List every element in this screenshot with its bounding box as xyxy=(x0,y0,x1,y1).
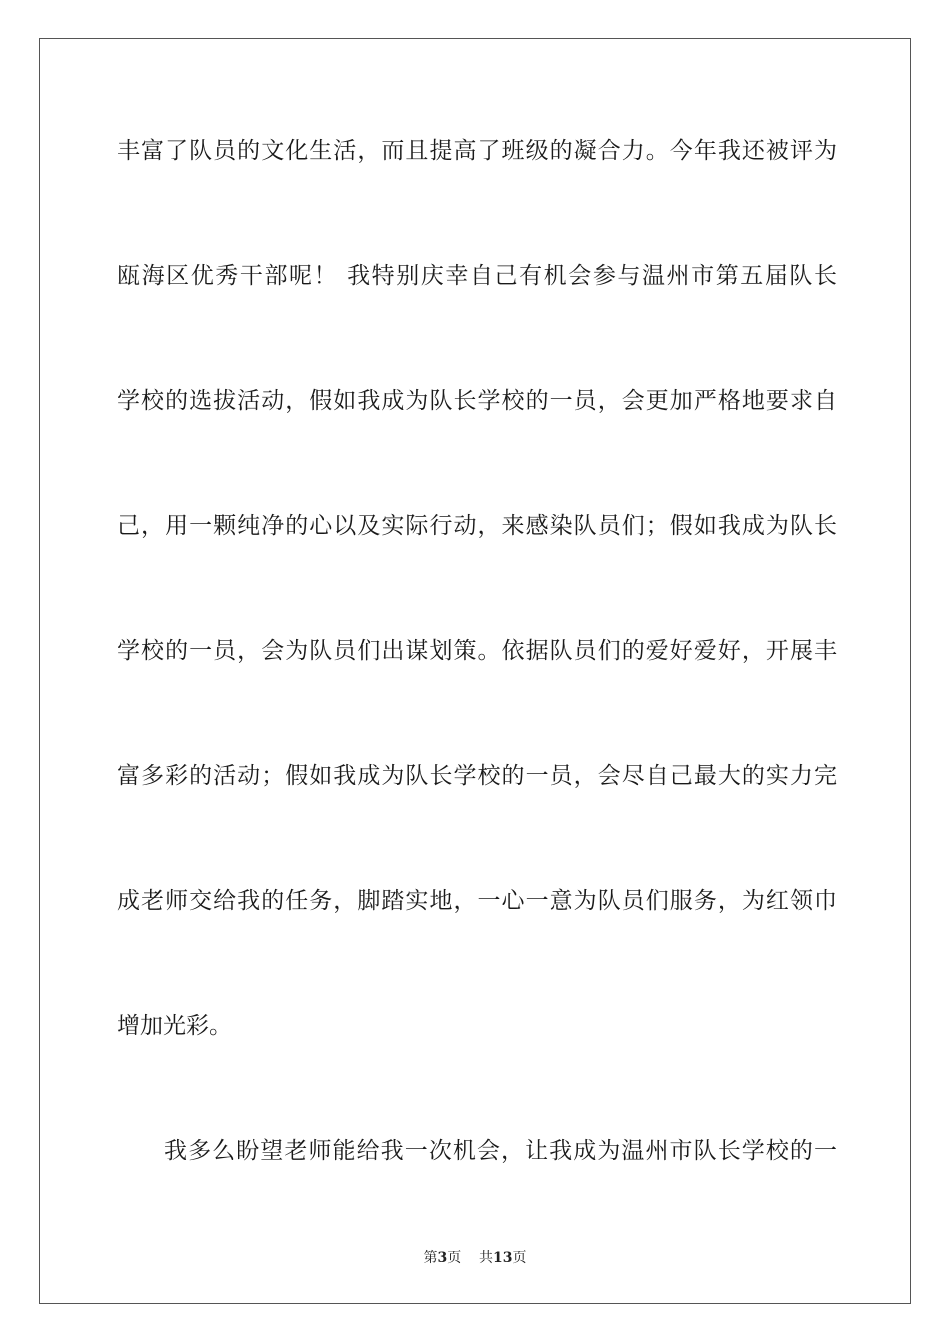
footer-page-suffix: 页 xyxy=(447,1250,462,1266)
body-text-line-2: 瓯海区优秀干部呢！ 我特别庆幸自己有机会参与温州市第五届队长 xyxy=(117,263,837,289)
page-border xyxy=(39,38,911,1304)
body-text-line-3: 学校的选拔活动，假如我成为队长学校的一员，会更加严格地要求自 xyxy=(117,388,837,414)
body-text-line-6: 富多彩的活动；假如我成为队长学校的一员，会尽自己最大的实力完 xyxy=(117,763,837,789)
body-text-paragraph-start: 我多么盼望老师能给我一次机会，让我成为温州市队长学校的一 xyxy=(164,1138,837,1164)
body-text-line-4: 己，用一颗纯净的心以及实际行动，来感染队员们；假如我成为队长 xyxy=(117,513,837,539)
footer-total-pages: 13 xyxy=(493,1250,513,1266)
footer-page-number: 3 xyxy=(437,1250,448,1266)
body-text-line-1: 丰富了队员的文化生活，而且提高了班级的凝合力。今年我还被评为 xyxy=(117,138,837,164)
footer-total-prefix: 共 xyxy=(479,1250,494,1266)
page-footer xyxy=(0,1248,950,1268)
footer-page-prefix: 第 xyxy=(423,1250,438,1266)
footer-total-suffix: 页 xyxy=(512,1250,527,1266)
body-text-line-5: 学校的一员，会为队员们出谋划策。依据队员们的爱好爱好，开展丰 xyxy=(117,638,837,664)
body-text-line-7: 成老师交给我的任务，脚踏实地，一心一意为队员们服务，为红领巾 xyxy=(117,888,837,914)
body-text-line-8: 增加光彩。 xyxy=(117,1013,232,1039)
